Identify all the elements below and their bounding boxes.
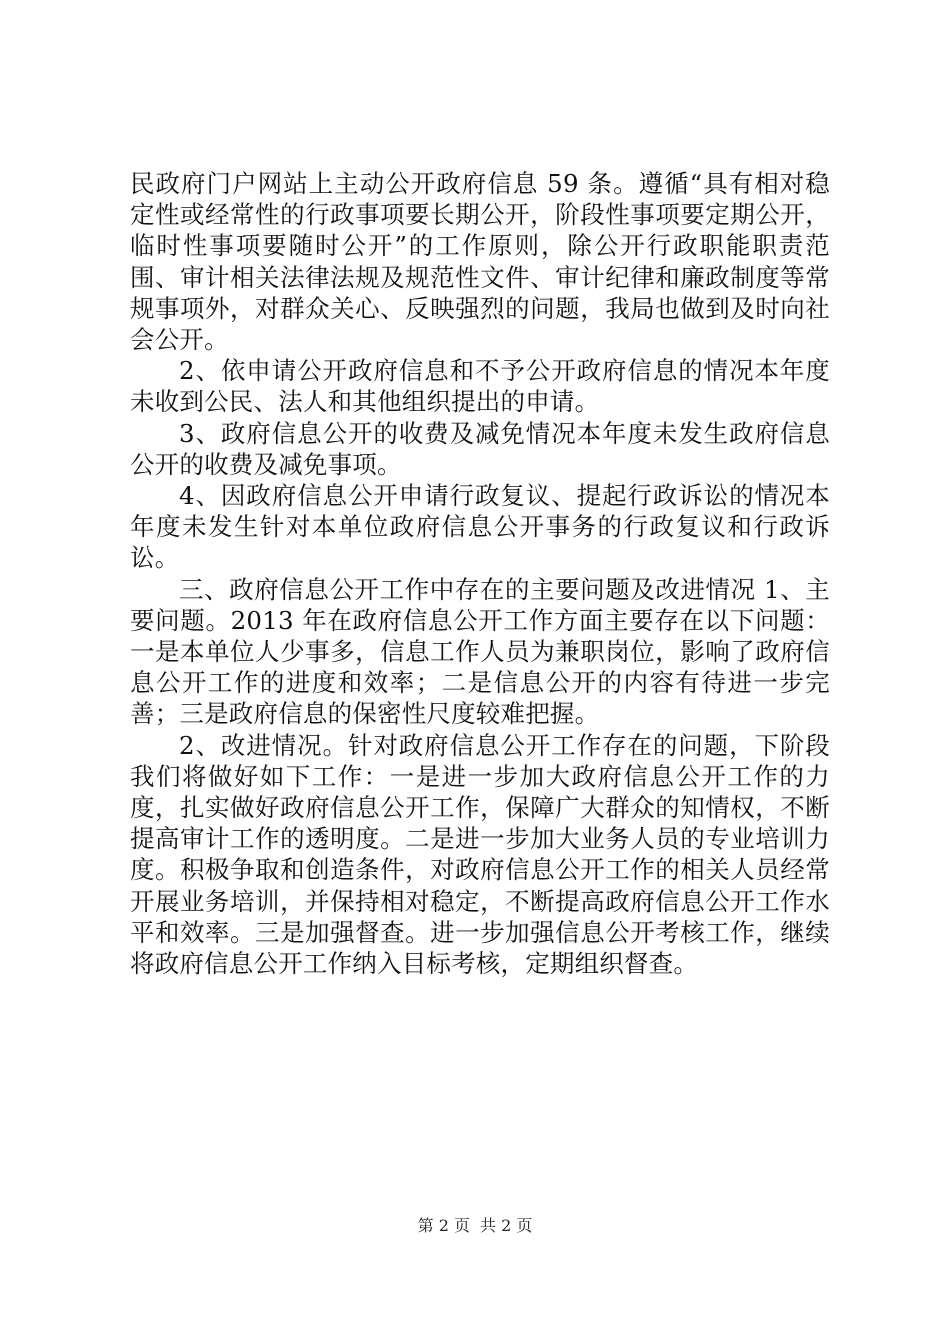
paragraph-6: 2、改进情况。针对政府信息公开工作存在的问题，下阶段我们将做好如下工作：一是进一步加大政府信息公开工作的力度，扎实做好政府信息公开工作，保障广大群众的知情权，不断提高审计工作的透明度。二是进一步加大业务人员的专业培训力度。积极争取和创造条件，对政府信息公开工作的相关人员经常开展业务培训，并保持相对稳定，不断提高政府信息公开工作水平和效率。三是加强督查。进一步加强信息公开考核工作，继续将政府信息公开工作纳入目标考核，定期组织督查。 [130, 730, 830, 979]
page-total: 共 2 页 [480, 1216, 533, 1235]
paragraph-1: 民政府门户网站上主动公开政府信息 59 条。遵循“具有相对稳定性或经常性的行政事项要长期公开，阶段性事项要定期公开，临时性事项要随时公开”的工作原则，除公开行政职能职责范围、审计相关法律法规及规范性文件、审计纪律和廉政制度等常规事项外，对群众关心、反映强烈的问题，我局也做到及时向社会公开。 [130, 169, 830, 355]
paragraph-3: 3、政府信息公开的收费及减免情况本年度未发生政府信息公开的收费及减免事项。 [130, 418, 830, 479]
document-body [130, 168, 830, 979]
page-footer [0, 1215, 950, 1237]
paragraph-5: 三、政府信息公开工作中存在的主要问题及改进情况 1、主要问题。2013 年在政府信息公开工作方面主要存在以下问题：一是本单位人少事多，信息工作人员为兼职岗位，影响了政府信息公开工作的进度和效率；二是信息公开的内容有待进一步完善；三是政府信息的保密性尺度较难把握。 [130, 574, 830, 729]
paragraph-4: 4、因政府信息公开申请行政复议、提起行政诉讼的情况本年度未发生针对本单位政府信息公开事务的行政复议和行政诉讼。 [130, 481, 830, 573]
paragraph-2: 2、依申请公开政府信息和不予公开政府信息的情况本年度未收到公民、法人和其他组织提出的申请。 [130, 356, 830, 417]
page-number: 第 2 页 [417, 1216, 470, 1235]
